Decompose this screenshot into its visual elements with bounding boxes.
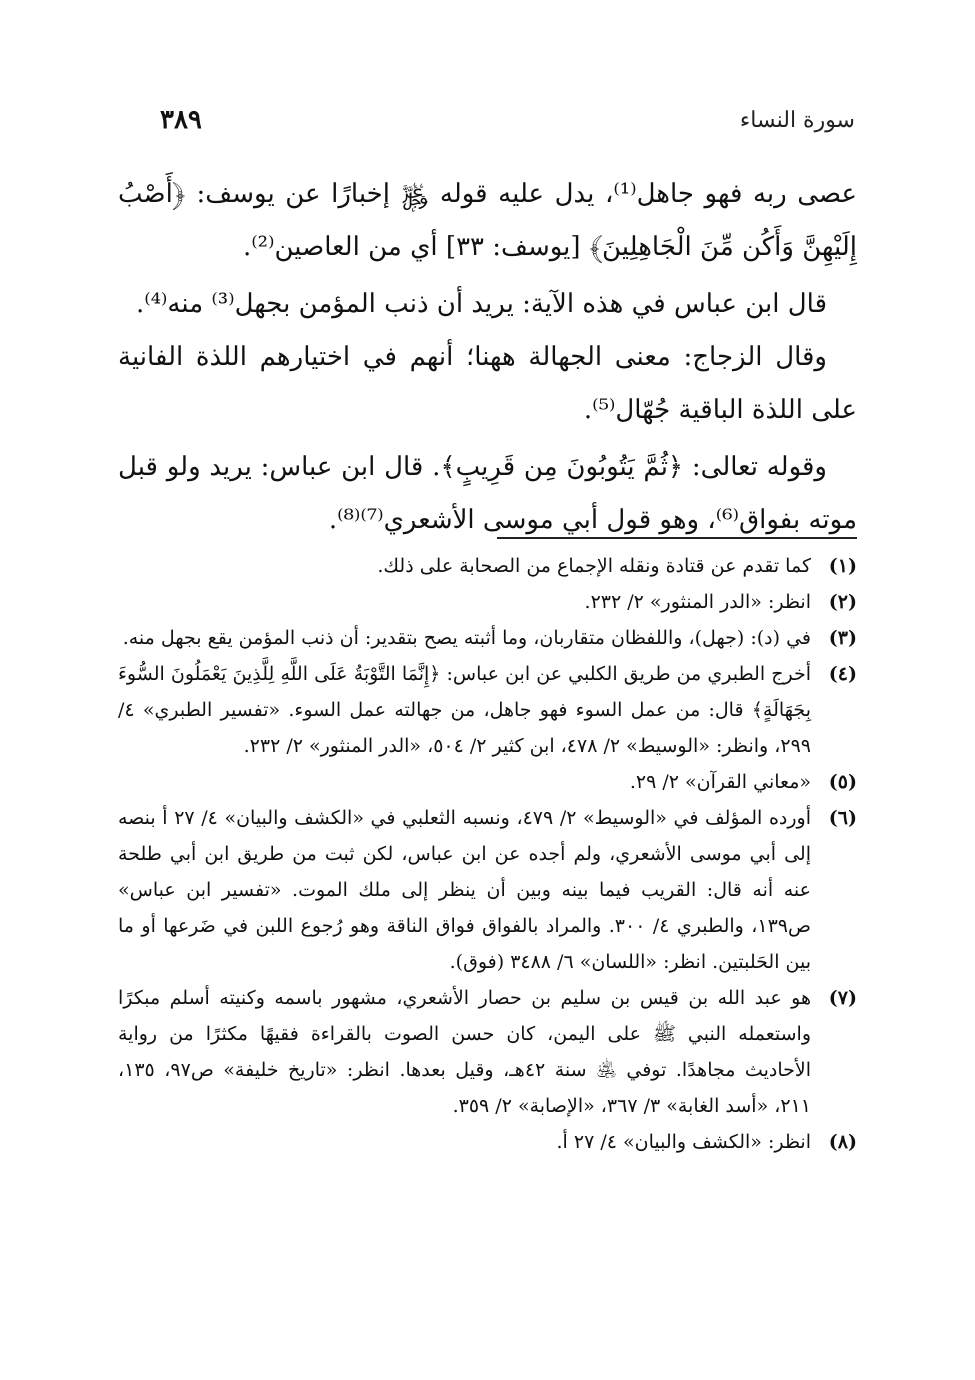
footnote-text: هو عبد الله بن قيس بن سليم بن حصار الأشعري، مشهور باسمه وكنيته أسلم مبكرًا واستعمله النبي ﷺ على اليمن، كان حسن الصوت بالقراءة فقيهًا مكثرًا من رواية الأحاديث مجاهدًا. توفي ﵁ سنة ٤٢هـ، وقيل بعدها. انظر: «تاريخ خليفة» ص٩٧، ١٣٥، ٢١١، «أسد الغابة» ٣/ ٣٦٧، «الإصابة» ٢/ ٣٥٩. [118, 987, 811, 1117]
footnote-text: «معاني القرآن» ٢/ ٢٩. [629, 771, 811, 793]
footnote-text: في (د): (جهل)، واللفظان متقاربان، وما أثبته يصح بتقدير: أن ذنب المؤمن يقع بجهل منه. [122, 627, 811, 649]
paragraph-3: وقال الزجاج: معنى الجهالة ههنا؛ أنهم في اختيارهم اللذة الفانية على اللذة الباقية جُهّال⁽⁵⁾. [118, 342, 857, 425]
footnote-text: كما تقدم عن قتادة ونقله الإجماع من الصحابة على ذلك. [377, 555, 811, 577]
footnote [118, 1124, 857, 1160]
footnote-number: (٢) [828, 591, 857, 613]
page-header [160, 100, 855, 140]
footnotes [118, 548, 857, 1160]
footnote-text: أورده المؤلف في «الوسيط» ٢/ ٤٧٩، ونسبه الثعلبي في «الكشف والبيان» ٤/ ٢٧ أ بنصه إلى أبي موسى الأشعري، ولم أجده عن ابن عباس، لكن ثبت من طريق ابن أبي طلحة عنه أنه قال: القريب فيما بينه وبين أن ينظر إلى ملك الموت. «تفسير ابن عباس» ص١٣٩، والطبري ٤/ ٣٠٠. والمراد بالفواق فواق الناقة وهو رُجوع اللبن في ضَرعها أو ما بين الحَلبتين. انظر: «اللسان» ٦/ ٣٤٨٨ (فوق). [118, 807, 811, 973]
footnote-number: (٧) [828, 987, 857, 1009]
footnote [118, 800, 857, 980]
paragraph-1: عصى ربه فهو جاهل⁽¹⁾، يدل عليه قوله ﷿ إخبارًا عن يوسف: ﴿أَصْبُ إِلَيْهِنَّ وَأَكُن مِّنَ الْجَاهِلِينَ﴾ [يوسف: ٣٣] أي من العاصين⁽²⁾. [118, 179, 857, 262]
footnote-number: (١) [828, 555, 857, 577]
paragraph-4: وقوله تعالى: ﴿ثُمَّ يَتُوبُونَ مِن قَرِيبٍ﴾. قال ابن عباس: يريد ولو قبل موته بفواق⁽⁶⁾، وهو قول أبي موسى الأشعري⁽⁷⁾⁽⁸⁾. [118, 452, 857, 535]
footnote-separator [497, 537, 857, 539]
running-title: سورة النساء [739, 107, 855, 133]
footnote-text: انظر: «الكشف والبيان» ٤/ ٢٧ أ. [556, 1131, 811, 1153]
footnote [118, 656, 857, 764]
footnote [118, 620, 857, 656]
footnote [118, 548, 857, 584]
footnote-number: (٨) [828, 1131, 857, 1153]
footnote-text: انظر: «الدر المنثور» ٢/ ٢٣٢. [584, 591, 811, 613]
main-text [118, 168, 857, 547]
footnote [118, 764, 857, 800]
footnote-number: (٥) [828, 771, 857, 793]
footnote-number: (٤) [828, 663, 857, 685]
paragraph-2: قال ابن عباس في هذه الآية: يريد أن ذنب المؤمن بجهل⁽³⁾ منه⁽⁴⁾. [135, 289, 827, 319]
page-number: ٣٨٩ [160, 105, 202, 135]
footnote-number: (٣) [828, 627, 857, 649]
footnote [118, 980, 857, 1124]
footnote-number: (٦) [828, 807, 857, 829]
footnote-text: أخرج الطبري من طريق الكلبي عن ابن عباس: ﴿إِنَّمَا التَّوْبَةُ عَلَى اللَّهِ لِلَّذِينَ يَعْمَلُونَ السُّوءَ بِجَهَالَةٍ﴾ قال: من عمل السوء فهو جاهل، من جهالته عمل السوء. «تفسير الطبري» ٤/ ٢٩٩، وانظر: «الوسيط» ٢/ ٤٧٨، ابن كثير ٢/ ٥٠٤، «الدر المنثور» ٢/ ٢٣٢. [118, 663, 811, 757]
footnote [118, 584, 857, 620]
